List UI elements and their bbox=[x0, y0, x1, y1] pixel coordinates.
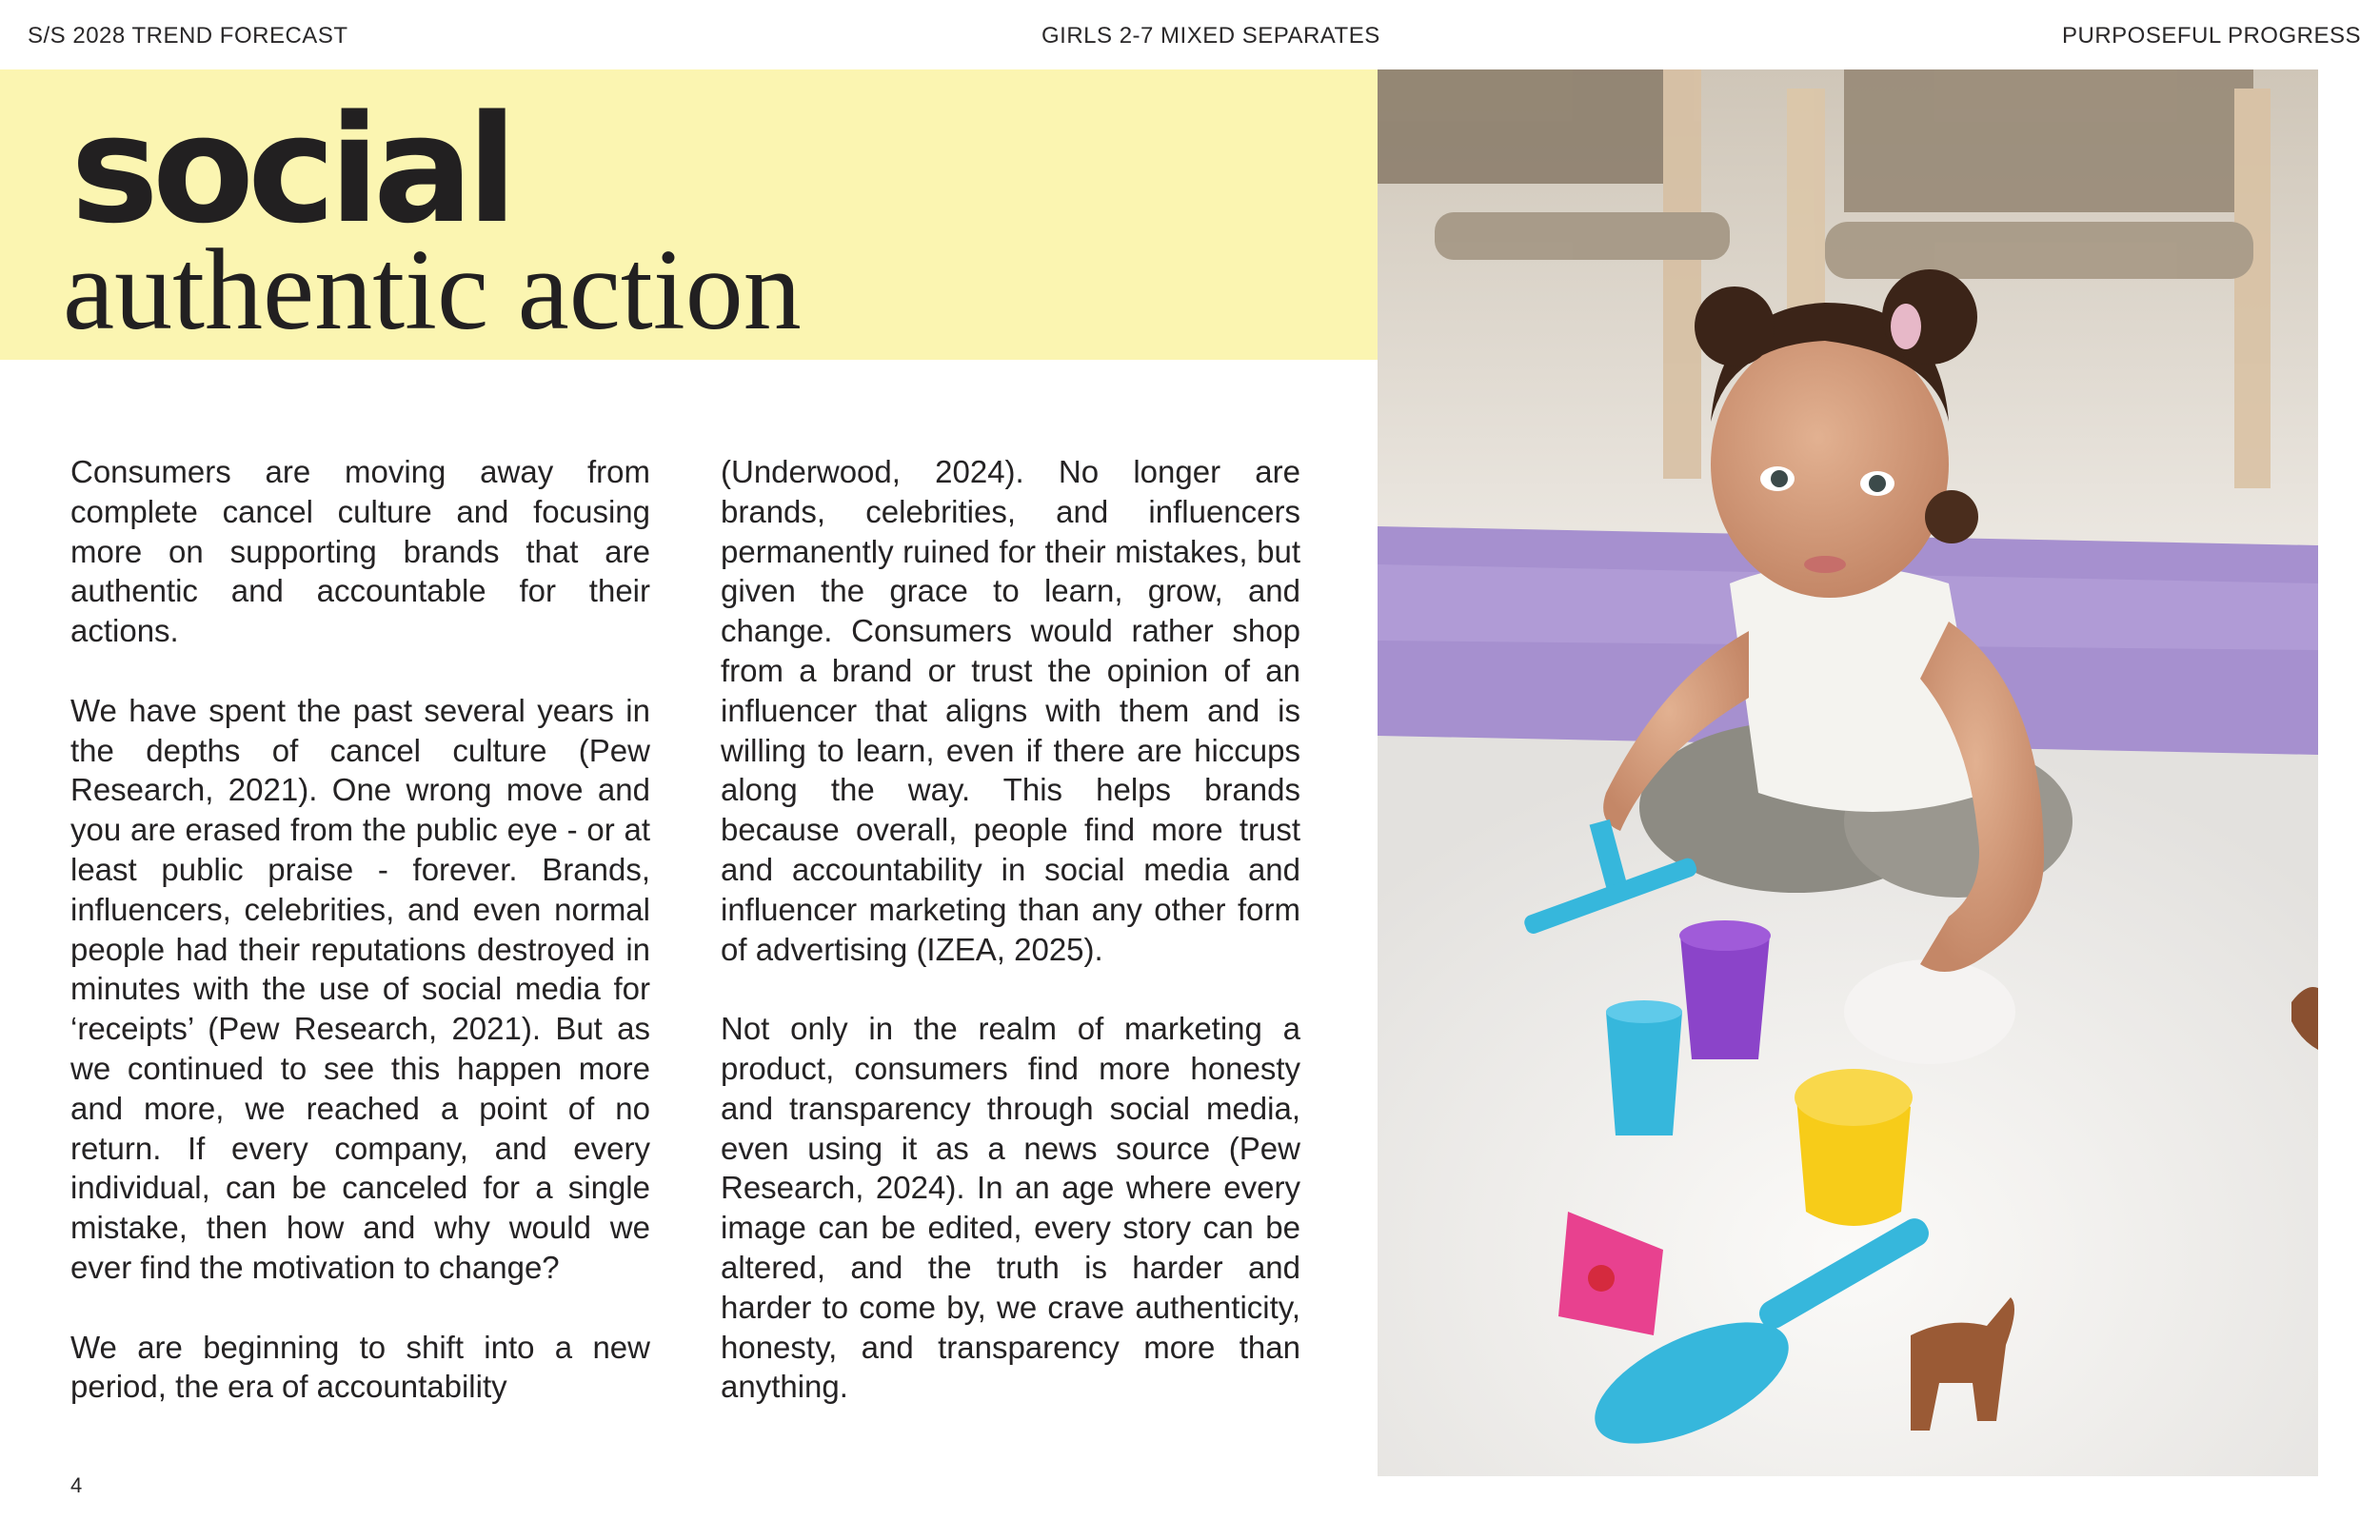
header-center-label: GIRLS 2-7 MIXED SEPARATES bbox=[1041, 23, 1380, 49]
header-right-label: PURPOSEFUL PROGRESS bbox=[2061, 23, 2361, 49]
page-subtitle: authentic action bbox=[63, 226, 802, 354]
body-column-left bbox=[70, 452, 650, 1447]
blue-bucket-toy bbox=[1606, 1000, 1682, 1135]
body-column-right bbox=[721, 452, 1300, 1447]
yellow-bucket-toy bbox=[1795, 1069, 1913, 1226]
page-number: 4 bbox=[70, 1473, 83, 1497]
header-left-label: S/S 2028 TREND FORECAST bbox=[28, 23, 348, 49]
body-paragraph: (Underwood, 2024). No longer are brands, celebrities, and influencers permanently ruined for their mistakes, but given the grace to learn, grow, and change. Consumers would rather shop from a brand or trust the opinion of an influencer that aligns with them and is willing to learn, even if there are hiccups along the way. This helps brands because overall, people find more trust and accountability in social media and influencer marketing than any other form of advertising (IZEA, 2025). bbox=[721, 454, 1300, 967]
body-paragraph: Consumers are moving away from complete cancel culture and focusing more on supporting brands that are authentic and accountable for their actions. bbox=[70, 454, 650, 649]
body-paragraph: We are beginning to shift into a new period, the era of accountability bbox=[70, 1329, 650, 1405]
body-paragraph: We have spent the past several years in the depths of cancel culture (Pew Research, 2021). One wrong move and you are erased from the public eye - or at least public praise - forever. Brands, influencers, celebrities, and even normal people had their reputations destroyed in minutes with the use of social media for ‘receipts’ (Pew Research, 2021). But as we continued to see this happen more and more, we reached a point of no return. If every company, and every individual, can be canceled for a single mistake, then how and why would we ever find the motivation to change? bbox=[70, 692, 650, 1285]
body-paragraph: Not only in the realm of marketing a product, consumers find more honesty and transparency through social media, even using it as a news source (Pew Research, 2024). In an age where every image can be edited, every story can be altered, and the truth is harder and harder to come by, we crave authenticity, honesty, and transparency more than anything. bbox=[721, 1011, 1300, 1405]
page-title: social bbox=[70, 83, 511, 256]
purple-bucket-toy bbox=[1679, 920, 1771, 1059]
child-playing-photo bbox=[1378, 69, 2318, 1476]
